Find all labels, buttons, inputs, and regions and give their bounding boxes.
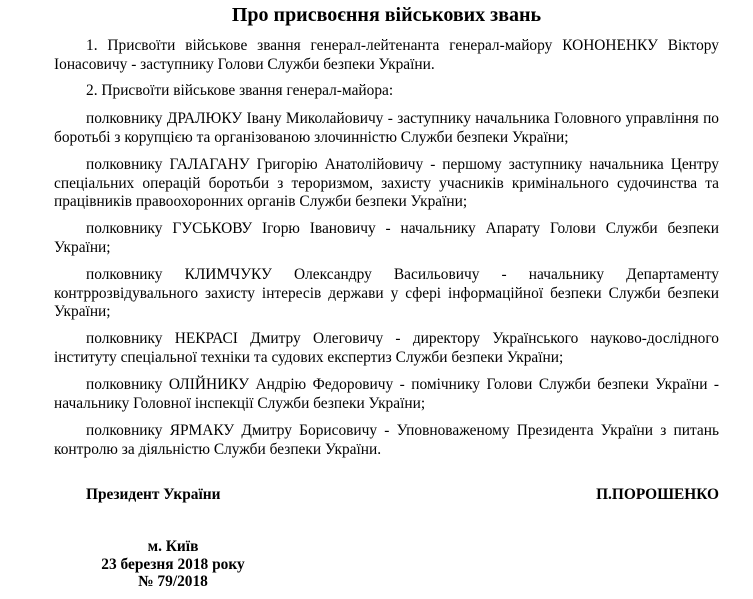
paragraph-huskov: полковнику ГУСЬКОВУ Ігорю Івановичу - начальнику Апарату Голови Служби безпеки України;	[54, 220, 719, 256]
decree-date: 23 березня 2018 року	[101, 555, 245, 573]
paragraph-draliuk: полковнику ДРАЛЮКУ Івану Миколайовичу - заступнику начальника Головного управління по боротьбі з корупцією та організованою злочинністю Служби безпеки України;	[54, 110, 719, 146]
paragraph-nekrasa: полковнику НЕКРАСІ Дмитру Олеговичу - директору Українського науково-дослідного інституту спеціальної техніки та судових експертиз Служби безпеки України;	[54, 330, 719, 366]
paragraph-1: 1. Присвоїти військове звання генерал-лейтенанта генерал-майору КОНОНЕНКУ Віктору Іонасовичу - заступнику Голови Служби безпеки України.	[54, 37, 719, 73]
document-title: Про присвоєння військових звань	[231, 4, 542, 26]
paragraph-oliinyk: полковнику ОЛІЙНИКУ Андрію Федоровичу - помічнику Голови Служби безпеки України - начальнику Головної інспекції Служби безпеки України;	[54, 376, 719, 412]
signature-position: Президент України	[86, 486, 221, 503]
place-city: м. Київ	[147, 538, 199, 555]
signature-name: П.ПОРОШЕНКО	[596, 486, 719, 503]
place-date-block	[78, 538, 268, 591]
paragraph-klymchuk: полковнику КЛИМЧУКУ Олександру Васильовичу - начальнику Департаменту контррозвідувального захисту інтересів держави у сфері інформаційної безпеки Служби безпеки України;	[54, 266, 719, 320]
paragraph-2: 2. Присвоїти військове звання генерал-майора:	[86, 82, 394, 99]
paragraph-yermak: полковнику ЯРМАКУ Дмитру Борисовичу - Уповноваженому Президента України з питань контролю за діяльністю Служби безпеки України.	[54, 422, 719, 458]
paragraph-halahan: полковнику ГАЛАГАНУ Григорію Анатолійовичу - першому заступнику начальника Центру спеціальних операцій боротьби з тероризмом, захисту учасників кримінального судочинства та працівників правоохоронних органів Служби безпеки України;	[54, 156, 719, 210]
decree-number: № 79/2018	[138, 573, 208, 590]
